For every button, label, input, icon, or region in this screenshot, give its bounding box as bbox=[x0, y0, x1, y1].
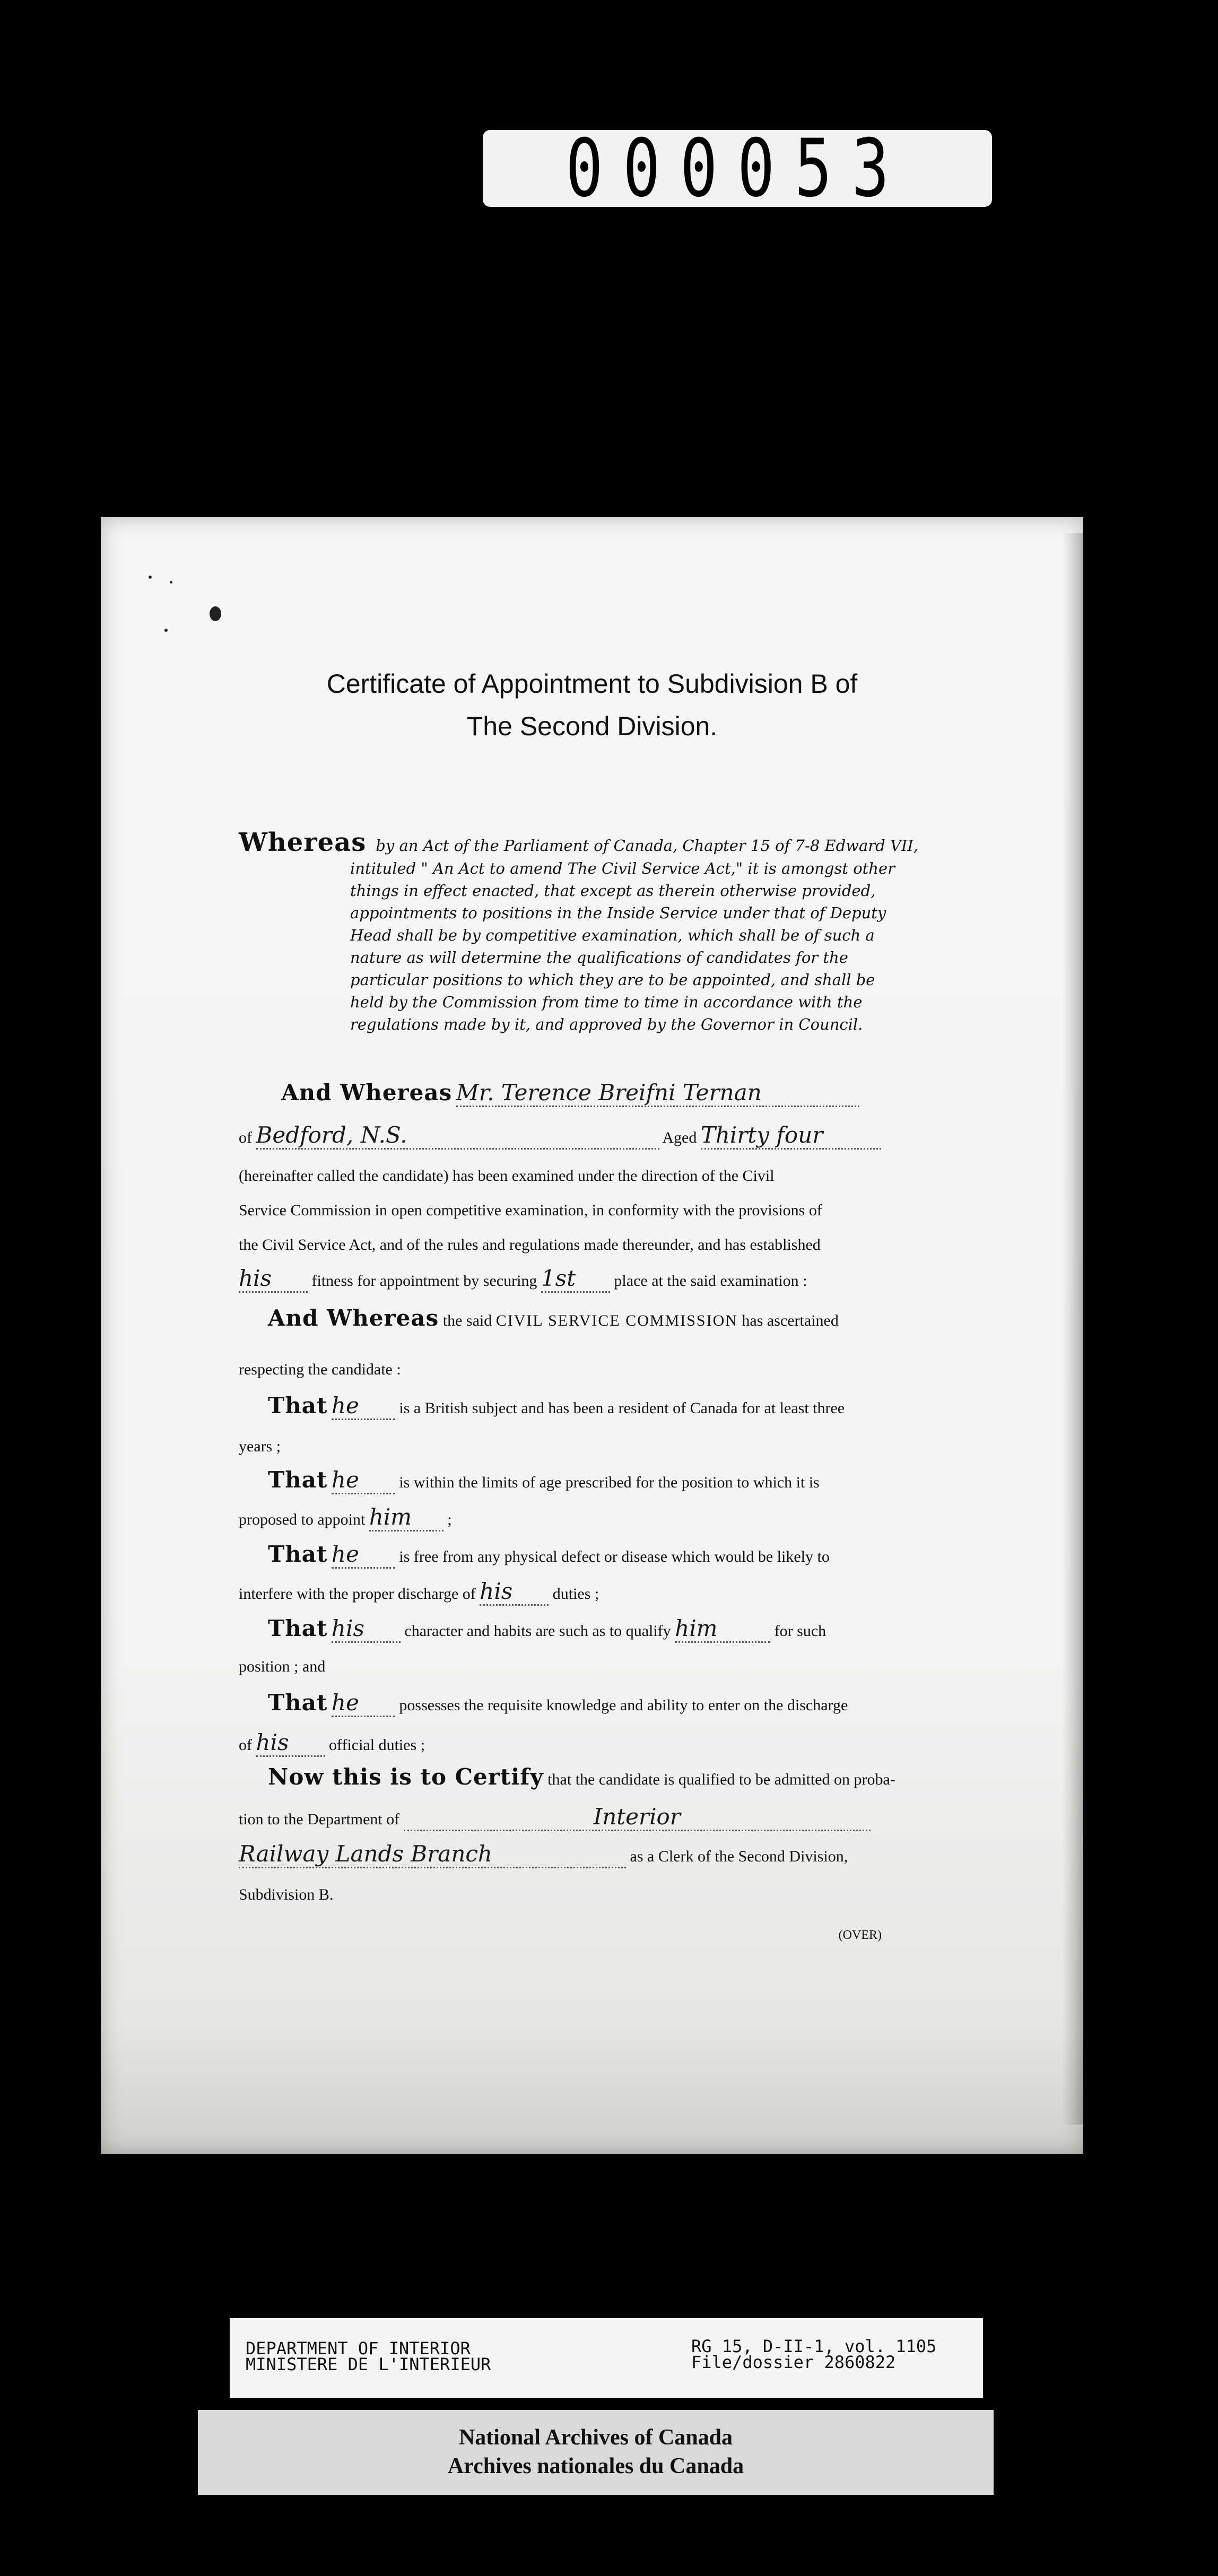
para2-line1: (hereinafter called the candidate) has been examined under the direction of the Civil bbox=[239, 1167, 775, 1185]
that-heading: That bbox=[268, 1541, 328, 1567]
department-line bbox=[239, 1804, 997, 1831]
archives-name-en: National Archives of Canada bbox=[458, 2425, 733, 2450]
that2-cont bbox=[239, 1504, 997, 1531]
and-whereas-heading: And Whereas bbox=[268, 1305, 439, 1331]
and-whereas2-text: the said bbox=[442, 1312, 492, 1329]
age-field: Thirty four bbox=[701, 1122, 881, 1150]
certificate-title-line1: Certificate of Appointment to Subdivision B of bbox=[326, 669, 858, 699]
pronoun-field: he bbox=[332, 1467, 395, 1494]
that4-text-end: for such bbox=[774, 1622, 826, 1640]
reference-line1: RG 15, D-II-1, vol. 1105 bbox=[691, 2336, 937, 2356]
department-fr: MINISTERE DE L'INTERIEUR bbox=[246, 2354, 491, 2374]
that3-cont bbox=[239, 1578, 997, 1606]
reference-line2: File/dossier 2860822 bbox=[691, 2352, 896, 2372]
pronoun-field: his bbox=[332, 1615, 401, 1643]
ink-speck bbox=[164, 629, 168, 632]
of-label: of bbox=[239, 1129, 252, 1146]
whereas-line: things in effect enacted, that except as therein otherwise provided, bbox=[350, 882, 876, 900]
place-field: Bedford, N.S. bbox=[256, 1122, 659, 1150]
place-rank-field: 1st bbox=[541, 1265, 610, 1293]
respecting-line: respecting the candidate : bbox=[239, 1361, 401, 1378]
that-heading: That bbox=[268, 1467, 328, 1493]
para2-line2: Service Commission in open competitive examination, in conformity with the provisions of bbox=[239, 1202, 822, 1219]
tion-text: tion to the Department of bbox=[239, 1811, 400, 1828]
and-whereas-heading: And Whereas bbox=[281, 1080, 453, 1106]
whereas-line: Head shall be by competitive examination, which shall be of such a bbox=[350, 926, 875, 944]
certificate-document bbox=[101, 517, 1083, 2154]
fitness-line bbox=[239, 1265, 997, 1293]
that-heading: That bbox=[268, 1615, 328, 1641]
pronoun-field: his bbox=[239, 1265, 308, 1293]
archives-name-fr: Archives nationales du Canada bbox=[447, 2454, 744, 2478]
branch-line bbox=[239, 1841, 997, 1868]
candidate-name: Mr. Terence Breifni Ternan bbox=[456, 1080, 859, 1107]
and-whereas-name-line bbox=[281, 1080, 1040, 1107]
certify-line bbox=[268, 1764, 1026, 1790]
frame-number-label bbox=[483, 122, 992, 215]
that5-text: possesses the requisite knowledge and ability to enter on the discharge bbox=[399, 1696, 848, 1714]
that-heading: That bbox=[268, 1690, 328, 1716]
that2-line bbox=[268, 1467, 1026, 1494]
and-whereas-commission-line bbox=[268, 1305, 1026, 1331]
that1-text: is a British subject and has been a resident of Canada for at least three bbox=[399, 1399, 845, 1417]
ascertained-text: has ascertained bbox=[742, 1312, 839, 1329]
that4-cont: position ; and bbox=[239, 1658, 326, 1675]
whereas-line: intituled " An Act to amend The Civil Service Act," it is amongst other bbox=[350, 859, 895, 877]
ink-speck bbox=[170, 581, 172, 584]
that5-cont-end: official duties ; bbox=[329, 1736, 425, 1754]
whereas-line: nature as will determine the qualifications of candidates for the bbox=[350, 948, 848, 967]
pronoun-field: he bbox=[332, 1393, 395, 1420]
that3-cont-end: duties ; bbox=[552, 1585, 599, 1603]
that-heading: That bbox=[268, 1393, 328, 1418]
pronoun-field: he bbox=[332, 1541, 395, 1569]
that2-cont-text: proposed to appoint bbox=[239, 1511, 366, 1528]
that5-cont bbox=[239, 1729, 997, 1757]
ink-speck bbox=[210, 606, 221, 621]
place-text: place at the said examination : bbox=[614, 1272, 807, 1290]
that5-cont-text: of bbox=[239, 1736, 252, 1754]
that3-line bbox=[268, 1541, 1026, 1569]
branch-field: Railway Lands Branch bbox=[239, 1841, 626, 1868]
pronoun-field: his bbox=[256, 1729, 325, 1757]
that2-cont-end: ; bbox=[447, 1511, 452, 1528]
that3-text: is free from any physical defect or disease which would be likely to bbox=[399, 1548, 830, 1565]
para2-line3: the Civil Service Act, and of the rules and regulations made thereunder, and has established bbox=[239, 1236, 821, 1254]
department-field: Interior bbox=[404, 1804, 871, 1831]
clerk-text: as a Clerk of the Second Division, bbox=[630, 1848, 848, 1865]
whereas-heading: Whereas bbox=[239, 828, 367, 857]
certificate-title-line2: The Second Division. bbox=[466, 711, 718, 741]
archives-name-label bbox=[198, 2410, 994, 2495]
that2-text: is within the limits of age prescribed for the position to which it is bbox=[399, 1474, 820, 1491]
pronoun-field: his bbox=[480, 1578, 549, 1606]
that1-line bbox=[268, 1393, 1026, 1420]
department-en: DEPARTMENT OF INTERIOR bbox=[246, 2338, 471, 2359]
whereas-paragraph bbox=[239, 828, 976, 1035]
that4-text: character and habits are such as to qualify bbox=[404, 1622, 671, 1640]
commission-name: CIVIL SERVICE COMMISSION bbox=[495, 1312, 738, 1329]
over-note: (OVER) bbox=[838, 1928, 882, 1942]
whereas-line: particular positions to which they are to be appointed, and shall be bbox=[350, 971, 875, 989]
that5-line bbox=[268, 1690, 1026, 1717]
whereas-line: regulations made by it, and approved by the Governor in Council. bbox=[350, 1015, 863, 1033]
now-certify-heading: Now this is to Certify bbox=[268, 1764, 544, 1790]
aged-label: Aged bbox=[662, 1129, 697, 1146]
that4-line bbox=[268, 1615, 1026, 1643]
that3-cont-text: interfere with the proper discharge of bbox=[239, 1585, 476, 1603]
pronoun-field: he bbox=[332, 1690, 395, 1717]
whereas-line: appointments to positions in the Inside Service under that of Deputy bbox=[350, 904, 886, 922]
that1-cont: years ; bbox=[239, 1438, 281, 1455]
subdivision-line: Subdivision B. bbox=[239, 1886, 334, 1903]
whereas-text-first: by an Act of the Parliament of Canada, Chapter 15 of 7-8 Edward VII, bbox=[376, 837, 919, 855]
whereas-line: held by the Commission from time to time in accordance with the bbox=[350, 993, 863, 1011]
archive-reference-label bbox=[230, 2318, 983, 2398]
of-place-line bbox=[239, 1122, 997, 1150]
pronoun-field: him bbox=[369, 1504, 443, 1531]
pronoun-field: him bbox=[675, 1615, 770, 1643]
frame-number: 000053 bbox=[566, 122, 909, 215]
fitness-text: fitness for appointment by securing bbox=[311, 1272, 537, 1290]
ink-speck bbox=[149, 576, 152, 579]
certify-text: that the candidate is qualified to be admitted on proba- bbox=[547, 1771, 895, 1788]
